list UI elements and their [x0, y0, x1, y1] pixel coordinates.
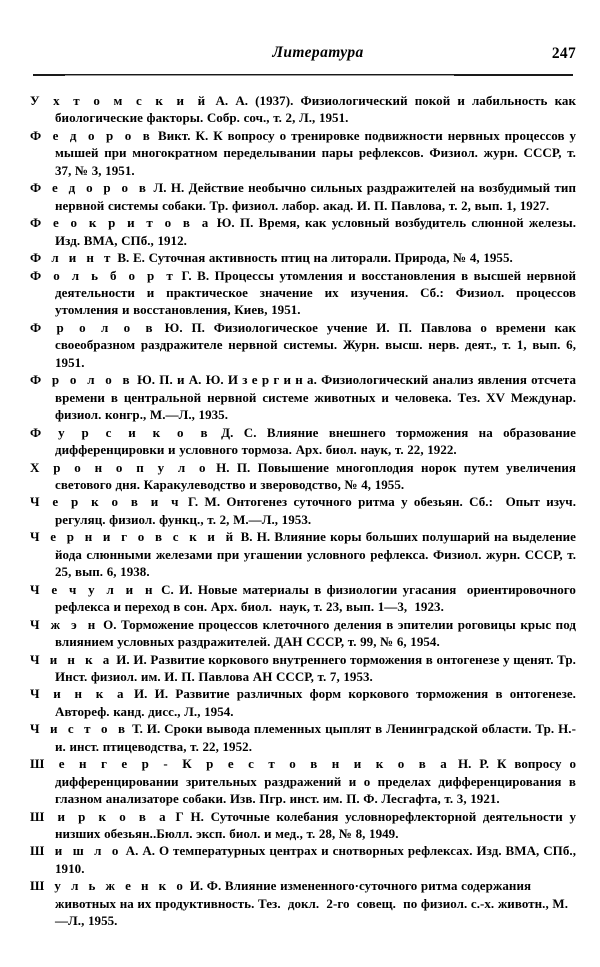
entry-author-surname: У х т о м с к и й	[30, 93, 209, 108]
entry-author-surname: Ш и р к о в а	[30, 808, 169, 824]
entry-author-surname: Ф р о л о в	[30, 372, 133, 388]
bibliography-entry	[30, 720, 576, 755]
entry-author-surname: Ф у р с и к о в	[30, 424, 211, 440]
entry-author-surname: Ф р о л о в	[30, 319, 156, 335]
entry-citation-text: И. И. Развитие коркового внутреннего торможения в онтогенезе у щенят. Тр. Инст. физиол. им. И. П. Павлова АН СССР, т. 7, 1953.	[55, 651, 576, 684]
bibliography-entry	[30, 267, 576, 319]
entry-citation-text: А. А. (1937). Физиологический покой и лабильность как биологические факторы. Собр. соч., т. 2, Л., 1951.	[55, 93, 576, 126]
bibliography-entry	[30, 249, 576, 266]
entry-citation-text: И. И. Развитие различных форм коркового торможения в онтогенезе. Автореф. канд. дисс., Л., 1954.	[55, 686, 576, 719]
entry-citation-text: Т. И. Сроки вывода племенных цыплят в Ленинградской области. Тр. Н.-и. инст. птицеводства, т. 22, 1952.	[55, 721, 576, 754]
entry-author-surname: Ф л и н т	[30, 250, 114, 266]
bibliography-entry	[30, 755, 576, 807]
entry-citation-text: А. А. О температурных центрах и снотворных рефлексах. Изд. ВМА, СПб., 1910.	[55, 843, 576, 876]
entry-author-surname: Ш е н г е р - К р е с т о в н и к о в а	[30, 756, 451, 772]
entry-citation-text: И. Ф. Влияние измененного·суточного ритма содержания животных на их продуктивность. Тез. докл. 2-го совещ. по физиол. с.-х. животн., М.—Л., 1955.	[55, 878, 568, 929]
bibliography-entry	[30, 127, 576, 179]
entry-citation-text: Г Н. Суточные колебания условнорефлекторной деятельности у низших обезьян..Бюлл. эксп. биол. и мед., т. 28, № 8, 1949.	[55, 808, 576, 842]
entry-author-surname: Ч ж э н	[30, 616, 99, 632]
entry-author-surname: Ф о л ь б о р т	[30, 267, 176, 283]
bibliography-list	[30, 92, 576, 930]
bibliography-entry	[30, 877, 576, 929]
entry-author-surname: Ч е р н и г о в с к и й	[30, 529, 237, 545]
bibliography-entry	[30, 842, 576, 877]
entry-author-surname: Ч е р к о в и ч	[30, 494, 182, 510]
entry-citation-text: Ю. П. Время, как условный возбудитель слюнной железы. Изд. ВМА, СПб., 1912.	[55, 215, 576, 248]
bibliography-entry	[30, 685, 576, 720]
entry-citation-text: В. Е. Суточная активность птиц на литорали. Природа, № 4, 1955.	[113, 250, 513, 266]
bibliography-entry	[30, 371, 576, 423]
entry-citation-text: Л. Н. Действие необычно сильных раздражителей на возбудимый тип нервной системы собаки. Тр. физиол. лабор. акад. И. П. Павлова, т. 2, вып. 1, 1927.	[55, 180, 576, 213]
bibliography-entry	[30, 92, 576, 127]
entry-author-surname: Ф е о к р и т о в а	[30, 215, 212, 231]
bibliography-entry	[30, 493, 576, 528]
entry-author-surname: Ч и н к а	[30, 686, 127, 702]
entry-citation-text: Викт. К. К вопросу о тренировке подвижности нервных процессов у мышей при многократном переделывании пары рефлексов. Физиол. журн. СССР, т. 37, № 3, 1951.	[55, 127, 577, 178]
entry-author-surname: Х р о н о п у л о	[30, 459, 209, 475]
entry-author-surname: Ф е д о р о в	[30, 127, 154, 143]
bibliography-entry	[30, 581, 576, 616]
entry-citation-text: Г. М. Онтогенез суточного ритма у обезьян. Сб.: Опыт изуч. регуляц. физиол. функц., т. 2, М.—Л., 1953.	[55, 494, 576, 527]
entry-citation-text: Ю. П. Физиологическое учение И. П. Павлова о времени как своеобразном раздражителе нервной системы. Журн. высш. нерв. деят., т. 1, вып. 6, 1951.	[55, 319, 576, 370]
entry-author-surname: Ч е ч у л и н	[30, 581, 156, 597]
bibliography-entry	[30, 528, 576, 580]
entry-citation-text: Н. П. Повышение многоплодия норок путем увеличения светового дня. Каракулеводство и звероводство, № 4, 1955.	[55, 459, 576, 492]
entry-author-surname: Ф е д о р о в	[30, 180, 150, 196]
entry-citation-text: Ю. П. и А. Ю. И з е р г и н а. Физиологический анализ явления отсчета времени в центральной нервной системе животных и человека. Тез. XV Междунар. физиол. конгр., М.—Л., 1935.	[55, 372, 576, 423]
bibliography-entry	[30, 459, 576, 494]
header-divider-rule	[33, 74, 573, 76]
entry-citation-text: О. Торможение процессов клеточного деления в эпителии роговицы крыс под влиянием условных раздражителей. ДАН СССР, т. 99, № 6, 1954.	[55, 616, 577, 650]
page-header-title: Литература	[272, 44, 364, 61]
bibliography-entry	[30, 808, 576, 843]
entry-citation-text: В. Н. Влияние коры больших полушарий на выделение йода слюнными железами при угашении условного рефлекса. Физиол. журн. СССР, т. 25, вып. 6, 1938.	[55, 529, 576, 580]
bibliography-entry	[30, 424, 576, 459]
bibliography-entry	[30, 179, 576, 214]
bibliography-entry	[30, 651, 576, 686]
bibliography-entry	[30, 214, 576, 249]
entry-author-surname: Ш у л ь ж е н к о	[30, 878, 187, 894]
bibliography-entry	[30, 616, 576, 651]
entry-citation-text: Н. Р. К вопросу о дифференцировании зрительных раздражений и о пределах дифференцирования в глазном анализаторе собаки. Изв. Пгр. инст. им. П. Ф. Лесгафта, т. 3, 1921.	[55, 756, 576, 807]
entry-citation-text: Д. С. Влияние внешнего торможения на образование дифференцировки и условного тормоза. Арх. биол. наук, т. 22, 1922.	[55, 424, 576, 458]
entry-author-surname: Ч и с т о в	[30, 721, 129, 737]
entry-citation-text: С. И. Новые материалы в физиологии угасания ориентировочного рефлекса и переход в сон. Арх. биол. наук, т. 23, вып. 1—3, 1923.	[55, 581, 576, 615]
entry-author-surname: Ш и ш л о	[30, 843, 122, 859]
bibliography-entry	[30, 319, 576, 371]
page-number: 247	[551, 45, 576, 62]
page-header	[36, 44, 576, 70]
entry-citation-text: Г. В. Процессы утомления и восстановления в высшей нервной деятельности и практическое значение их изучения. Сб.: Физиол. процессов утомления и восстановления, Киев, 1951.	[55, 267, 576, 318]
entry-author-surname: Ч и н к а	[30, 651, 113, 667]
